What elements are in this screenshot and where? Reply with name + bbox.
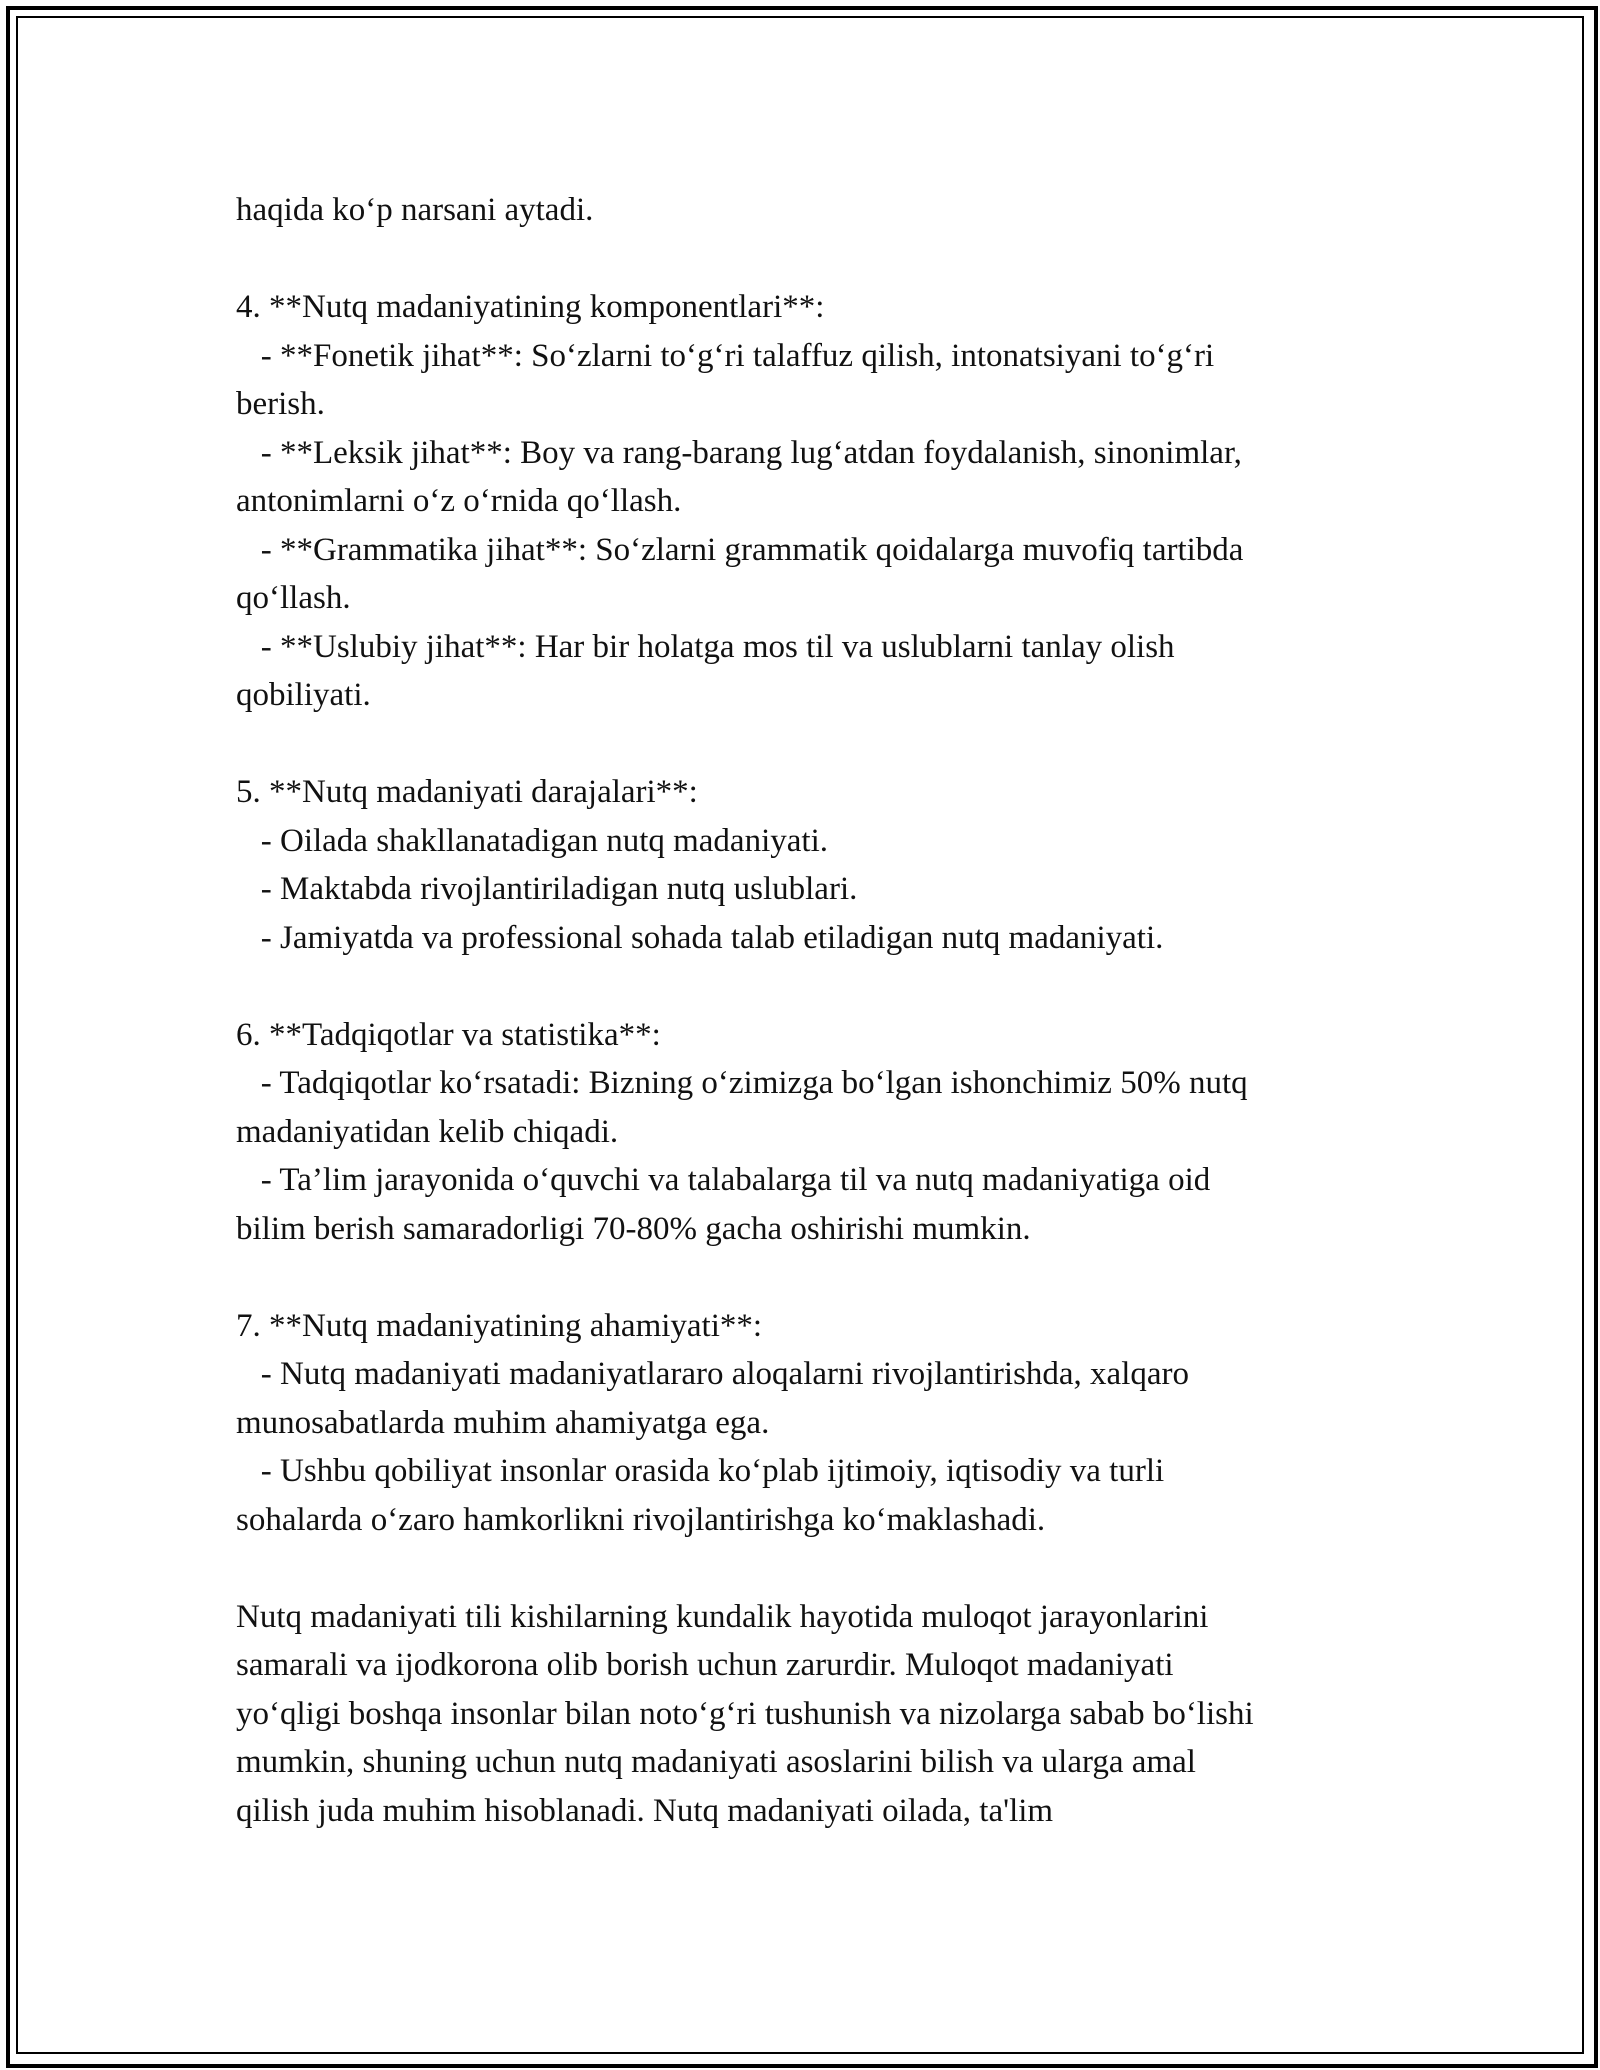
section-levels: [236, 768, 1376, 962]
text-line: - **Uslubiy jihat**: Har bir holatga mos til va uslublarni tanlay olish: [236, 628, 1175, 665]
section-heading: 6. **Tadqiqotlar va statistika**:: [236, 1016, 661, 1053]
paragraph-conclusion: [236, 1593, 1376, 1836]
text-line: bilim berish samaradorligi 70-80% gacha oshirishi mumkin.: [236, 1210, 1031, 1247]
text-line: yoʻqligi boshqa insonlar bilan notoʻgʻri tushunish va nizolarga sabab boʻlishi: [236, 1695, 1254, 1732]
text-line: antonimlarni oʻz oʻrnida qoʻllash.: [236, 483, 682, 519]
text-line: qilish juda muhim hisoblanadi. Nutq madaniyati oilada, ta'lim: [236, 1792, 1054, 1829]
text-line: - Ushbu qobiliyat insonlar orasida koʻplab ijtimoiy, iqtisodiy va turli: [236, 1453, 1165, 1489]
text-line: samarali va ijodkorona olib borish uchun zarurdir. Muloqot madaniyati: [236, 1647, 1174, 1683]
text-line: sohalarda oʻzaro hamkorlikni rivojlantirishga koʻmaklashadi.: [236, 1501, 1046, 1538]
paragraph-intro: [236, 186, 1376, 235]
text-line: qoʻllash.: [236, 580, 351, 616]
section-research: [236, 1011, 1376, 1254]
text-line: Nutq madaniyati tili kishilarning kundalik hayotida muloqot jarayonlarini: [236, 1598, 1209, 1635]
text-line: - Tadqiqotlar koʻrsatadi: Bizning oʻzimizga boʻlgan ishonchimiz 50% nutq: [236, 1065, 1248, 1101]
text-line: - **Grammatika jihat**: Soʻzlarni grammatik qoidalarga muvofiq tartibda: [236, 531, 1244, 568]
text-line: qobiliyati.: [236, 677, 371, 713]
text-line: haqida koʻp narsani aytadi.: [236, 192, 594, 228]
text-line: madaniyatidan kelib chiqadi.: [236, 1113, 619, 1150]
text-line: - Ta’lim jarayonida oʻquvchi va talabalarga til va nutq madaniyatiga oid: [236, 1162, 1211, 1198]
text-line: - Maktabda rivojlantiriladigan nutq uslublari.: [236, 871, 858, 907]
text-line: - Oilada shakllanatadigan nutq madaniyati.: [236, 822, 828, 859]
text-line: munosabatlarda muhim ahamiyatga ega.: [236, 1404, 770, 1441]
document-body: [236, 186, 1376, 1835]
text-line: - **Fonetik jihat**: Soʻzlarni toʻgʻri talaffuz qilish, intonatsiyani toʻgʻri: [236, 337, 1215, 374]
text-line: - Nutq madaniyati madaniyatlararo aloqalarni rivojlantirishda, xalqaro: [236, 1356, 1190, 1392]
text-line: mumkin, shuning uchun nutq madaniyati asoslarini bilish va ularga amal: [236, 1744, 1196, 1780]
section-heading: 4. **Nutq madaniyatining komponentlari**:: [236, 289, 825, 325]
section-heading: 5. **Nutq madaniyati darajalari**:: [236, 774, 698, 810]
section-heading: 7. **Nutq madaniyatining ahamiyati**:: [236, 1307, 763, 1344]
text-line: - Jamiyatda va professional sohada talab etiladigan nutq madaniyati.: [236, 919, 1164, 956]
text-line: - **Leksik jihat**: Boy va rang-barang lugʻatdan foydalanish, sinonimlar,: [236, 434, 1242, 471]
section-components: [236, 283, 1376, 720]
section-importance: [236, 1302, 1376, 1545]
text-line: berish.: [236, 386, 325, 422]
